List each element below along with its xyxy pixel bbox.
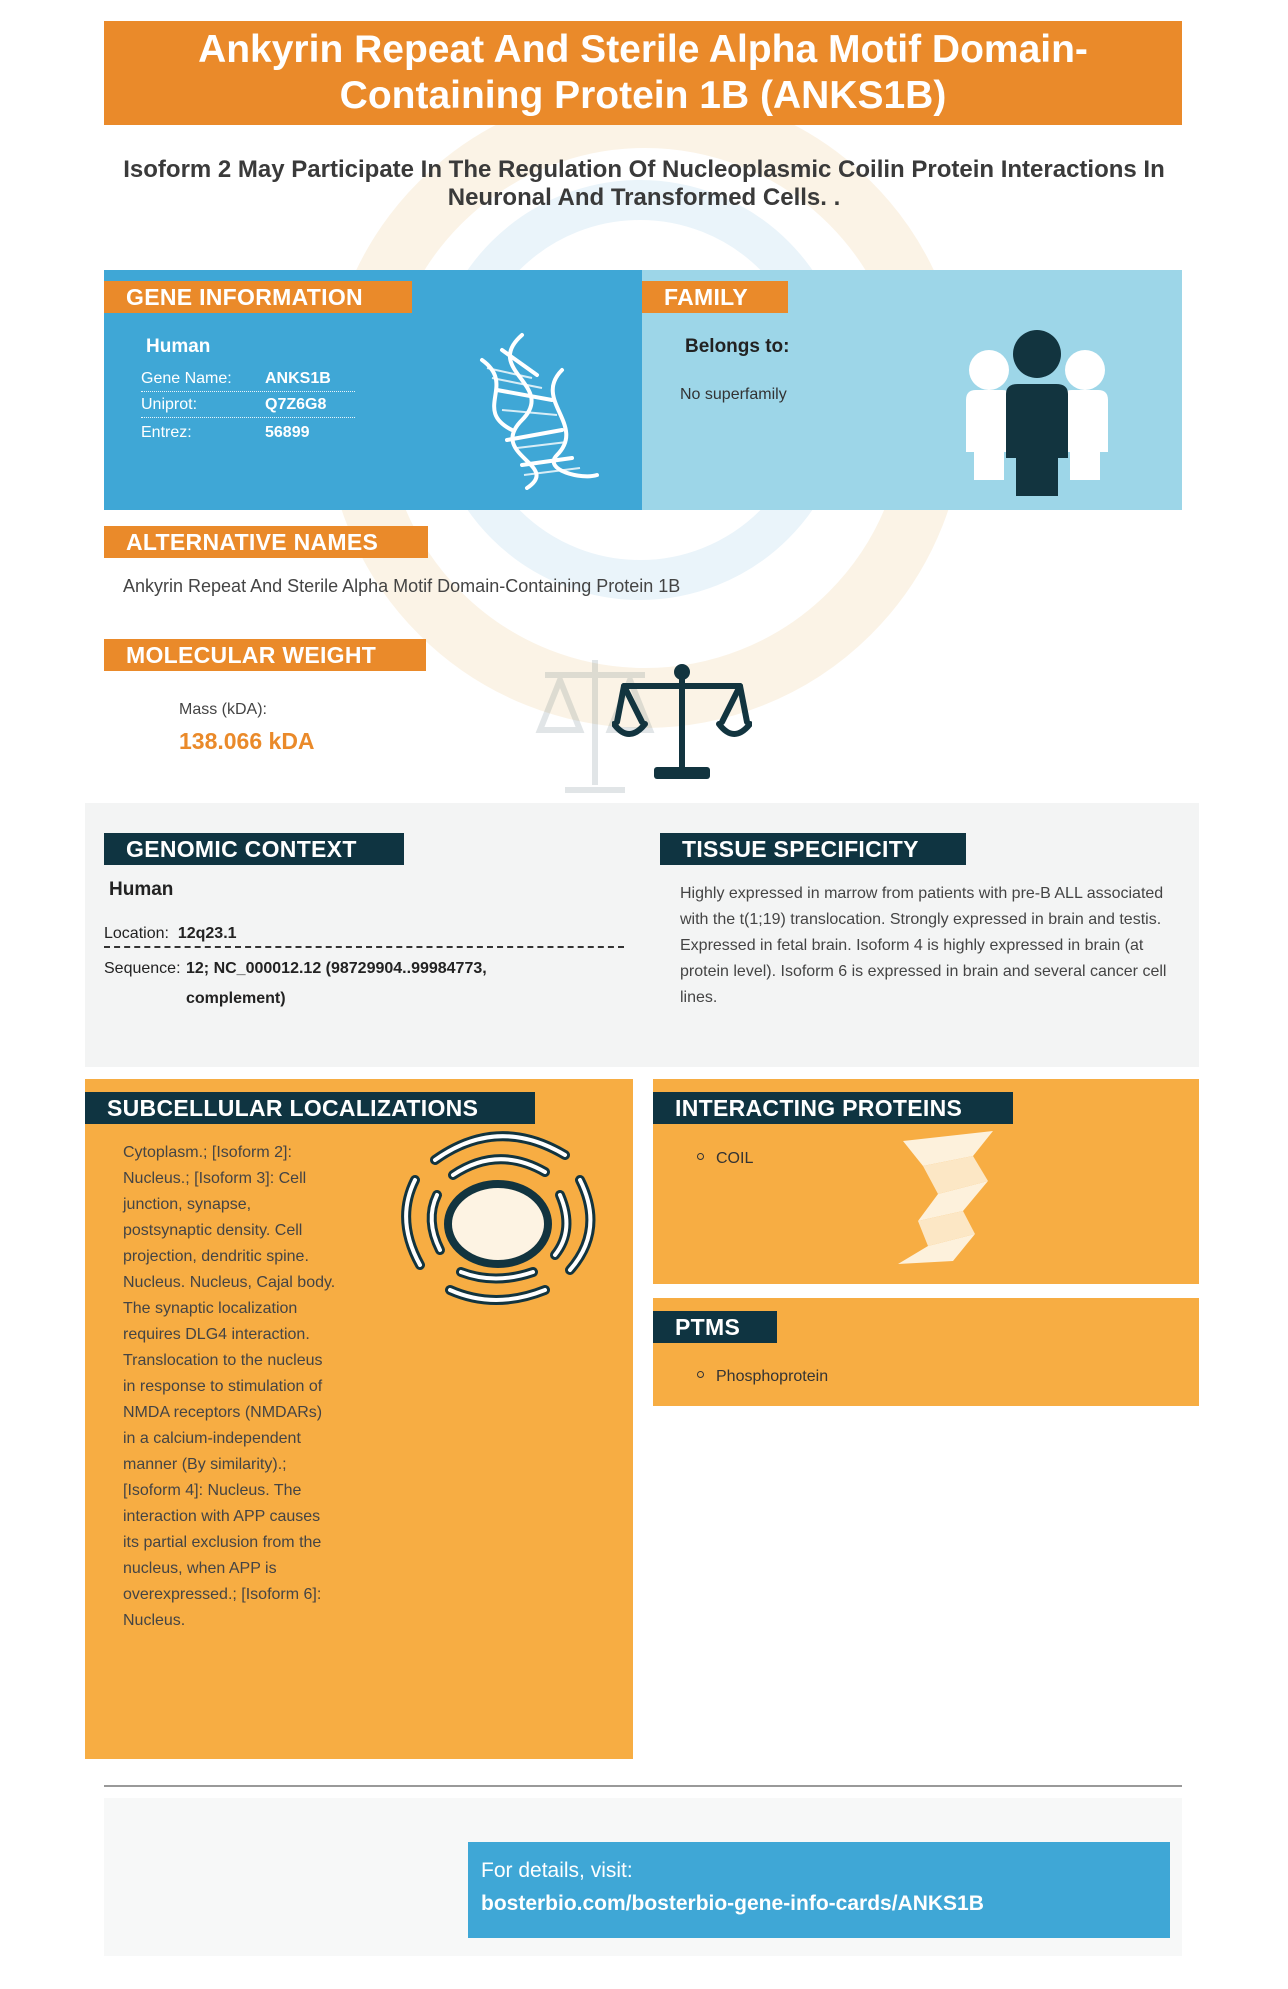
molecular-weight-header: MOLECULAR WEIGHT <box>104 639 426 671</box>
footer-divider <box>104 1785 1182 1787</box>
genomic-sequence-label: Sequence: <box>104 960 181 977</box>
gene-name-value: ANKS1B <box>265 370 331 387</box>
alternative-names-value: Ankyrin Repeat And Sterile Alpha Motif Domain-Containing Protein 1B <box>123 576 681 596</box>
helix-icon <box>893 1126 1003 1266</box>
mass-label: Mass (kDA): <box>179 701 267 718</box>
details-label: For details, visit: <box>481 1859 633 1882</box>
ptms-header: PTMS <box>653 1311 777 1343</box>
uniprot-label: Uniprot: <box>141 396 198 413</box>
cell-icon <box>395 1120 601 1306</box>
entrez-row <box>141 420 355 446</box>
entrez-value: 56899 <box>265 424 310 441</box>
page-title: Ankyrin Repeat And Sterile Alpha Motif Domain-Containing Protein 1B (ANKS1B) <box>104 21 1182 125</box>
page-subtitle: Isoform 2 May Participate In The Regulation Of Nucleoplasmic Coilin Protein Interactions In Neuronal And Transformed Cells. . <box>123 156 1165 211</box>
subcellular-header: SUBCELLULAR LOCALIZATIONS <box>85 1092 535 1124</box>
genomic-species: Human <box>109 879 174 900</box>
alternative-names-header: ALTERNATIVE NAMES <box>104 526 428 558</box>
tissue-specificity-text: Highly expressed in marrow from patients with pre-B ALL associated with the t(1;19) translocation. Strongly expressed in brain and testis. Expressed in fetal brain. Isoform 4 is highly expressed in brain (at protein level). Isoform 6 is expressed in brain and several cancer cell lines. <box>680 885 1167 1006</box>
details-url-link[interactable]: bosterbio.com/bosterbio-gene-info-cards/ANKS1B <box>481 1892 984 1915</box>
genomic-location-label: Location: <box>104 925 169 942</box>
entrez-label: Entrez: <box>141 424 192 441</box>
genomic-sequence-value: 12; NC_000012.12 (98729904..99984773, complement) <box>186 960 487 1007</box>
gene-name-label: Gene Name: <box>141 370 232 387</box>
details-link-box[interactable] <box>468 1842 1170 1938</box>
genomic-context-header: GENOMIC CONTEXT <box>104 833 404 865</box>
gene-species: Human <box>146 336 211 357</box>
dna-icon <box>462 330 612 490</box>
family-belongs-label: Belongs to: <box>685 336 790 357</box>
ptm-item: Phosphoprotein <box>697 1368 828 1386</box>
family-header: FAMILY <box>642 281 788 313</box>
genomic-location-row <box>104 920 624 948</box>
people-icon <box>962 328 1112 498</box>
gene-info-header: GENE INFORMATION <box>104 281 412 313</box>
genomic-location-value: 12q23.1 <box>177 925 237 942</box>
uniprot-value: Q7Z6G8 <box>265 396 327 413</box>
uniprot-row <box>141 392 355 418</box>
interacting-proteins-header: INTERACTING PROTEINS <box>653 1092 1013 1124</box>
gene-name-row <box>141 366 355 392</box>
subcellular-text: Cytoplasm.; [Isoform 2]: Nucleus.; [Isoform 3]: Cell junction, synapse, postsynaptic density. Cell projection, dendritic spine. Nucleus. Nucleus, Cajal body. The synaptic localization requires DLG4 interaction. Translocation to the nucleus in response to stimulation of NMDA receptors (NMDARs) in a calcium-independent manner (By similarity).; [Isoform 4]: Nucleus. The interaction with APP causes its partial exclusion from the nucleus, when APP is overexpressed.; [Isoform 6]: Nucleus. <box>123 1144 336 1629</box>
interacting-protein-item: COIL <box>697 1150 753 1168</box>
scale-icon <box>612 664 752 782</box>
genomic-sequence-row <box>104 954 624 1014</box>
mass-value: 138.066 kDA <box>179 728 315 754</box>
family-value: No superfamily <box>680 386 787 403</box>
tissue-specificity-header: TISSUE SPECIFICITY <box>660 833 966 865</box>
